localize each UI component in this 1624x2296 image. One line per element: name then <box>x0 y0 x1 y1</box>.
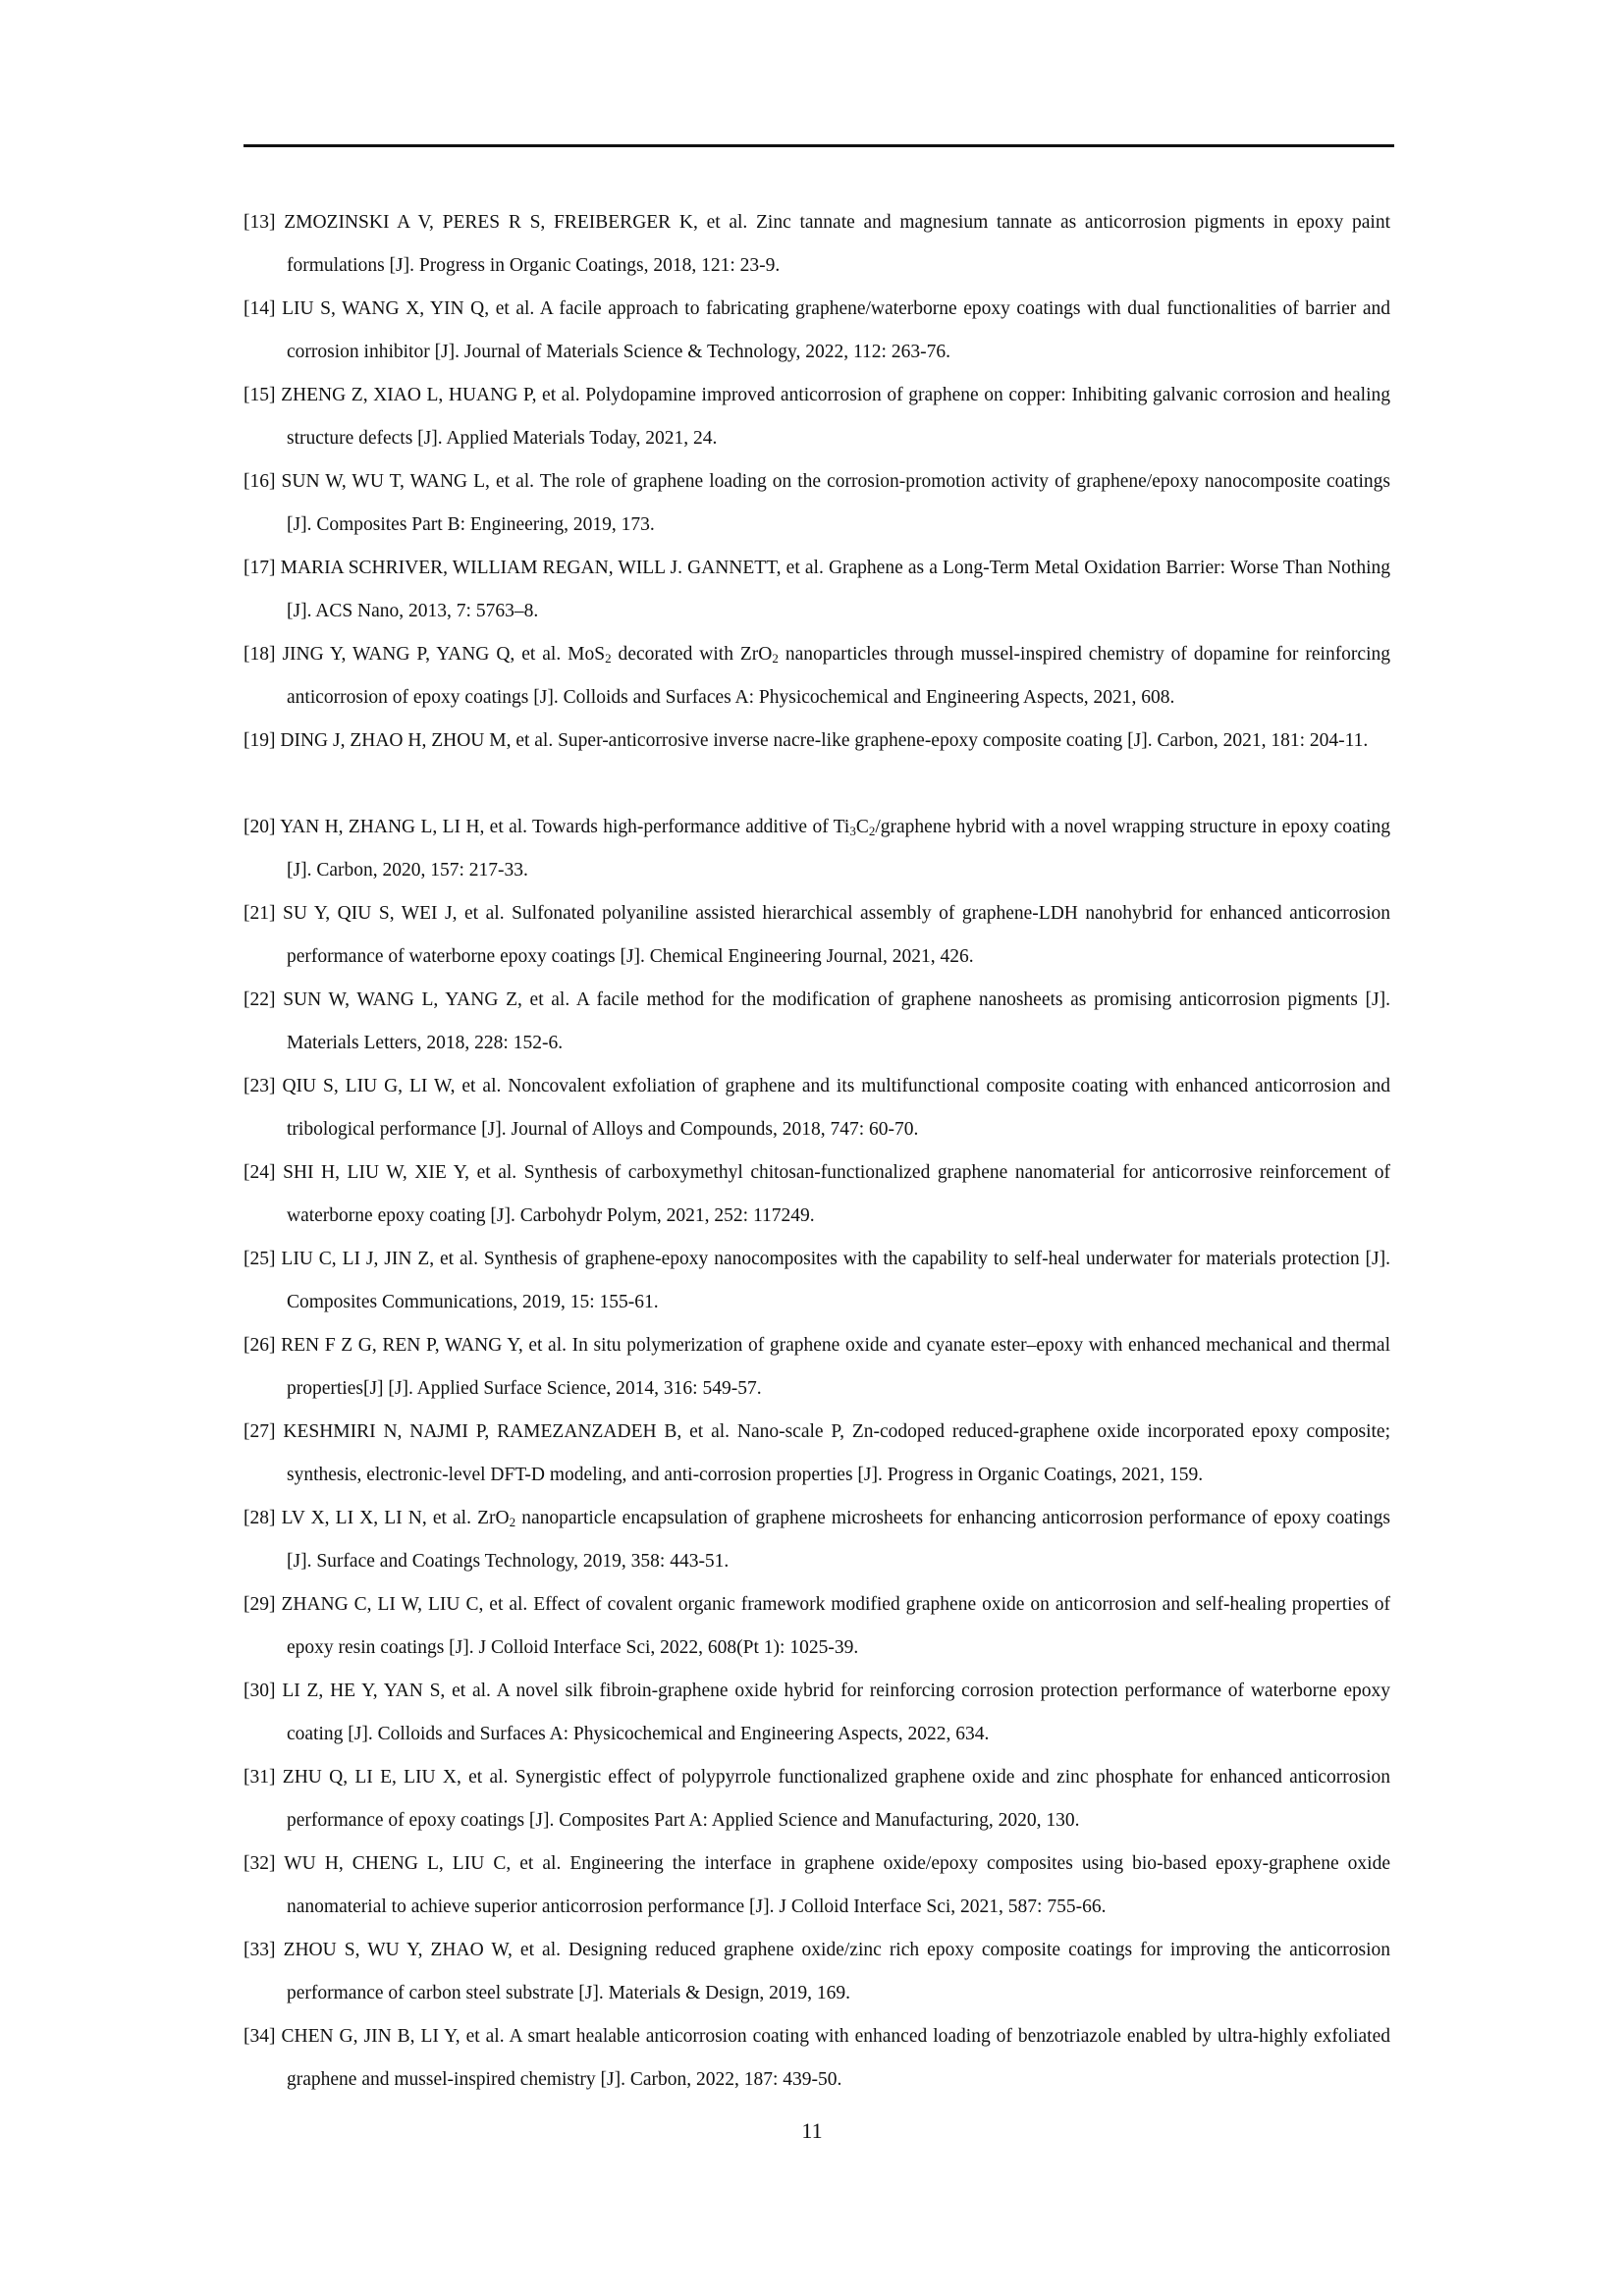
reference-item: [20] YAN H, ZHANG L, LI H, et al. Towards high-performance additive of $Ti_3C_2$/graphene hybrid with a novel wrapping structure in epoxy coating [J]. Carbon, 2020, 157: 217-33. <box>244 817 1390 881</box>
page-number: 11 <box>801 2118 823 2143</box>
reference-item: [27] KESHMIRI N, NAJMI P, RAMEZANZADEH B, et al. Nano-scale P, Zn-codoped reduced-graphene oxide incorporated epoxy composite; synthesis, electronic-level DFT-D modeling, and anti-corrosion properties [J]. Progress in Organic Coatings, 2021, 159. <box>244 1421 1390 1485</box>
reference-item: [19] DING J, ZHAO H, ZHOU M, et al. Super-anticorrosive inverse nacre-like graphene-epoxy composite coating [J]. Carbon, 2021, 181: 204-11. <box>244 730 1369 751</box>
reference-item: [15] ZHENG Z, XIAO L, HUANG P, et al. Polydopamine improved anticorrosion of graphene on copper: Inhibiting galvanic corrosion and healing structure defects [J]. Applied Materials Today, 2021, 24. <box>244 385 1390 449</box>
reference-item: [13] ZMOZINSKI A V, PERES R S, FREIBERGER K, et al. Zinc tannate and magnesium tannate as anticorrosion pigments in epoxy paint formulations [J]. Progress in Organic Coatings, 2018, 121: 23-9. <box>244 212 1390 276</box>
reference-item: [34] CHEN G, JIN B, LI Y, et al. A smart healable anticorrosion coating with enhanced loading of benzotriazole enabled by ultra-highly exfoliated graphene and mussel-inspired chemistry [J]. Carbon, 2022, 187: 439-50. <box>244 2026 1390 2090</box>
reference-item: [28] LV X, LI X, LI N, et al. ZrO$_2$ nanoparticle encapsulation of graphene microsheets for enhancing anticorrosion performance of epoxy coatings [J]. Surface and Coatings Technology, 2019, 358: 443-51. <box>244 1508 1390 1572</box>
reference-item: [24] SHI H, LIU W, XIE Y, et al. Synthesis of carboxymethyl chitosan-functionalized graphene nanomaterial for anticorrosive reinforcement of waterborne epoxy coating [J]. Carbohydr Polym, 2021, 252: 117249. <box>244 1162 1390 1226</box>
reference-list <box>244 201 1390 2102</box>
reference-item: [26] REN F Z G, REN P, WANG Y, et al. In situ polymerization of graphene oxide and cyanate ester–epoxy with enhanced mechanical and thermal properties[J] [J]. Applied Surface Science, 2014, 316: 549-57. <box>244 1335 1390 1399</box>
reference-item: [14] LIU S, WANG X, YIN Q, et al. A facile approach to fabricating graphene/waterborne epoxy coatings with dual functionalities of barrier and corrosion inhibitor [J]. Journal of Materials Science & Technology, 2022, 112: 263-76. <box>244 298 1390 362</box>
header-rule <box>244 144 1394 147</box>
reference-item: [25] LIU C, LI J, JIN Z, et al. Synthesis of graphene-epoxy nanocomposites with the capability to self-heal underwater for materials protection [J]. Composites Communications, 2019, 15: 155-61. <box>244 1249 1390 1312</box>
reference-item: [18] JING Y, WANG P, YANG Q, et al. MoS$_2$ decorated with ZrO$_2$ nanoparticles through mussel-inspired chemistry of dopamine for reinforcing anticorrosion of epoxy coatings [J]. Colloids and Surfaces A: Physicochemical and Engineering Aspects, 2021, 608. <box>244 644 1390 708</box>
reference-item: [32] WU H, CHENG L, LIU C, et al. Engineering the interface in graphene oxide/epoxy composites using bio-based epoxy-graphene oxide nanomaterial to achieve superior anticorrosion performance [J]. J Colloid Interface Sci, 2021, 587: 755-66. <box>244 1853 1390 1917</box>
reference-item: [33] ZHOU S, WU Y, ZHAO W, et al. Designing reduced graphene oxide/zinc rich epoxy composite coatings for improving the anticorrosion performance of carbon steel substrate [J]. Materials & Design, 2019, 169. <box>244 1940 1390 2003</box>
reference-item: [30] LI Z, HE Y, YAN S, et al. A novel silk fibroin-graphene oxide hybrid for reinforcing corrosion protection performance of waterborne epoxy coating [J]. Colloids and Surfaces A: Physicochemical and Engineering Aspects, 2022, 634. <box>244 1681 1390 1744</box>
reference-item: [31] ZHU Q, LI E, LIU X, et al. Synergistic effect of polypyrrole functionalized graphene oxide and zinc phosphate for enhanced anticorrosion performance of epoxy coatings [J]. Composites Part A: Applied Science and Manufacturing, 2020, 130. <box>244 1767 1390 1831</box>
reference-item: [29] ZHANG C, LI W, LIU C, et al. Effect of covalent organic framework modified graphene oxide on anticorrosion and self-healing properties of epoxy resin coatings [J]. J Colloid Interface Sci, 2022, 608(Pt 1): 1025-39. <box>244 1594 1390 1658</box>
reference-item: [17] MARIA SCHRIVER, WILLIAM REGAN, WILL J. GANNETT, et al. Graphene as a Long-Term Metal Oxidation Barrier: Worse Than Nothing [J]. ACS Nano, 2013, 7: 5763–8. <box>244 558 1390 621</box>
reference-item: [22] SUN W, WANG L, YANG Z, et al. A facile method for the modification of graphene nanosheets as promising anticorrosion pigments [J]. Materials Letters, 2018, 228: 152-6. <box>244 989 1390 1053</box>
reference-item: [21] SU Y, QIU S, WEI J, et al. Sulfonated polyaniline assisted hierarchical assembly of graphene-LDH nanohybrid for enhanced anticorrosion performance of waterborne epoxy coatings [J]. Chemical Engineering Journal, 2021, 426. <box>244 903 1390 967</box>
reference-item: [16] SUN W, WU T, WANG L, et al. The role of graphene loading on the corrosion-promotion activity of graphene/epoxy nanocomposite coatings [J]. Composites Part B: Engineering, 2019, 173. <box>244 471 1390 535</box>
reference-item: [23] QIU S, LIU G, LI W, et al. Noncovalent exfoliation of graphene and its multifunctional composite coating with enhanced anticorrosion and tribological performance [J]. Journal of Alloys and Compounds, 2018, 747: 60-70. <box>244 1076 1390 1140</box>
